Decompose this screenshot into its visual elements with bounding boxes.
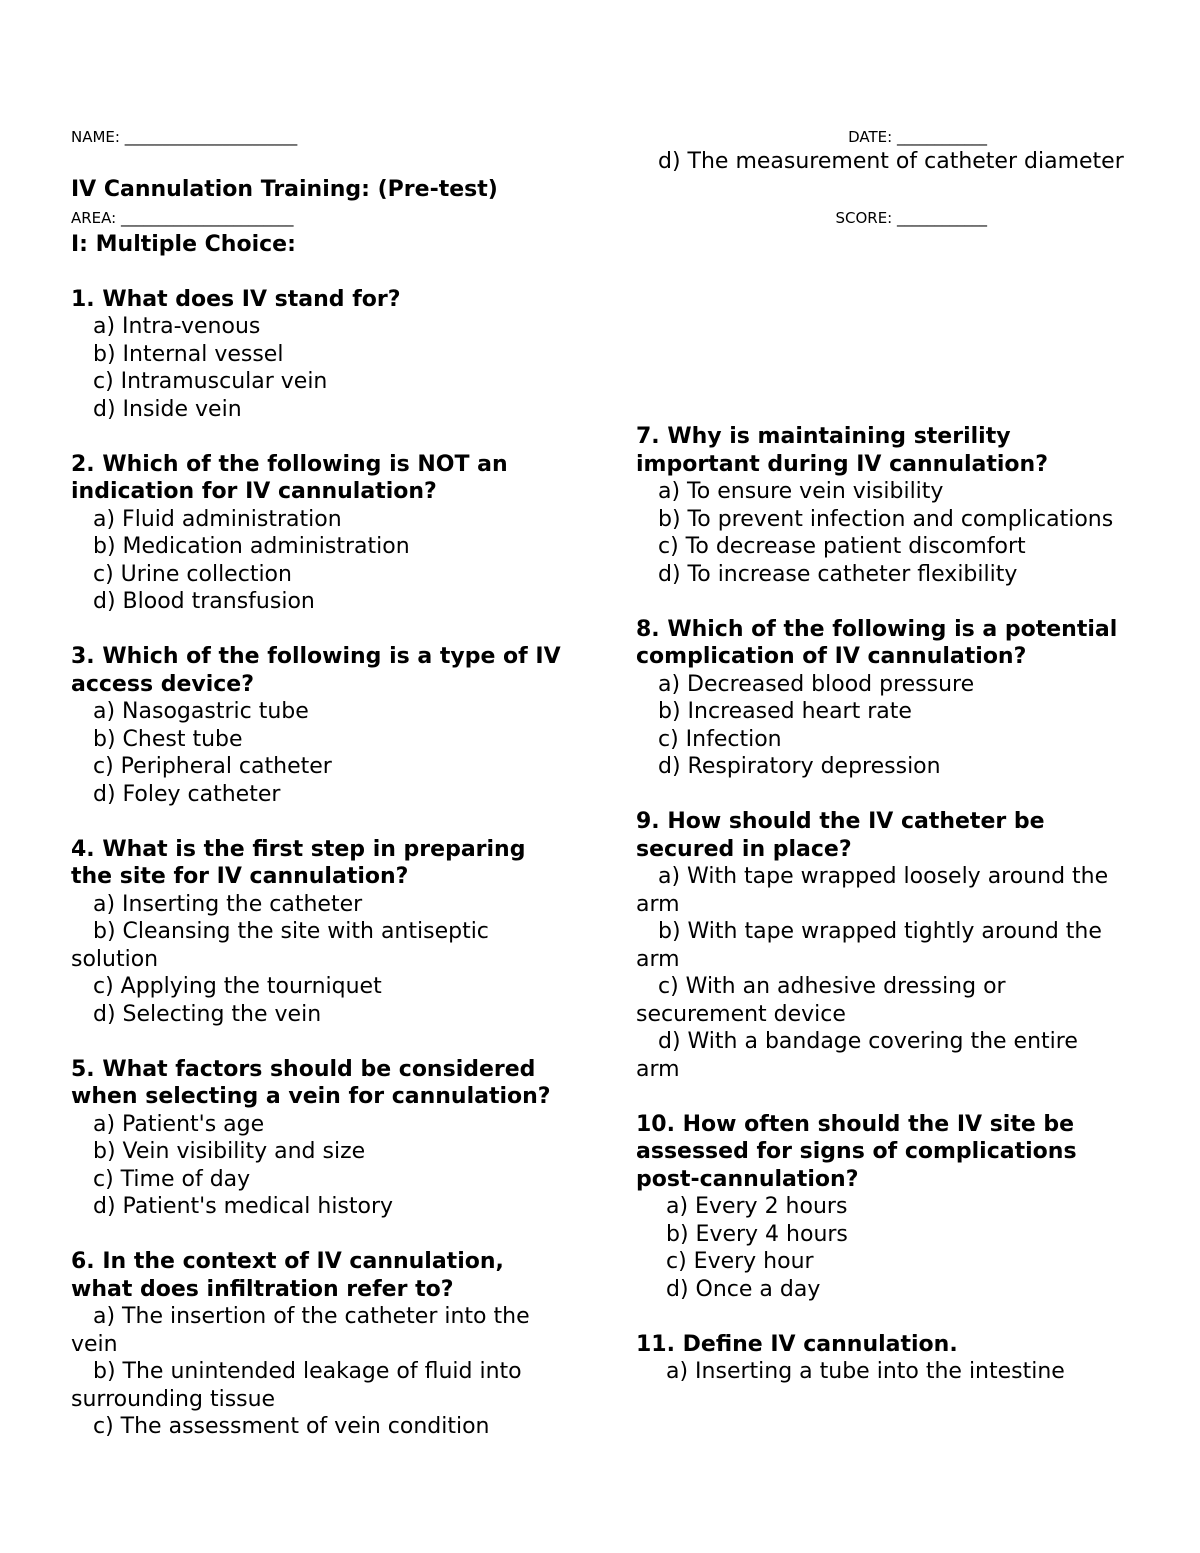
question-2 xyxy=(71,451,571,616)
question-text: 11. Define IV cannulation. xyxy=(636,1331,958,1357)
left-column xyxy=(71,148,571,1441)
score-field[interactable]: SCORE: ____________ xyxy=(835,209,987,227)
question-text: 5. What factors should be considered when selecting a vein for cannulation? xyxy=(71,1056,551,1109)
option-c[interactable]: c) Applying the tourniquet xyxy=(93,974,382,999)
option-b[interactable]: b) Vein visibility and size xyxy=(93,1139,366,1164)
page-title: IV Cannulation Training: (Pre-test) xyxy=(71,176,498,202)
option-d[interactable]: d) With a bandage covering the entire arm xyxy=(636,1029,1078,1082)
area-field[interactable]: AREA: _______________________ xyxy=(71,209,294,227)
right-column xyxy=(636,148,1126,1386)
option-c[interactable]: c) The assessment of vein condition xyxy=(93,1414,490,1439)
option-a[interactable]: a) The insertion of the catheter into the vein xyxy=(71,1304,530,1357)
option-b[interactable]: b) To prevent infection and complications xyxy=(658,506,1114,532)
option-c[interactable]: c) Time of day xyxy=(93,1166,251,1192)
option-a[interactable]: a) Inserting a tube into the intestine xyxy=(666,1359,1065,1384)
question-5 xyxy=(71,1056,571,1221)
question-text: 9. How should the IV catheter be secured in place? xyxy=(636,809,1045,862)
question-10 xyxy=(636,1111,1126,1304)
option-a[interactable]: a) Patient's age xyxy=(93,1111,265,1137)
question-text: 8. Which of the following is a potential complication of IV cannulation? xyxy=(636,616,1118,669)
question-1 xyxy=(71,286,571,424)
question-7 xyxy=(636,423,1126,588)
option-d[interactable]: d) Inside vein xyxy=(93,396,242,422)
option-c[interactable]: c) Infection xyxy=(658,726,782,752)
option-c[interactable]: c) With an adhesive dressing or securement device xyxy=(636,974,1006,1027)
option-c[interactable]: c) Urine collection xyxy=(93,561,292,587)
question-6 xyxy=(71,1248,571,1441)
date-field[interactable]: DATE: ____________ xyxy=(848,128,987,146)
question-text: 4. What is the first step in preparing the site for IV cannulation? xyxy=(71,836,526,889)
option-c[interactable]: c) Peripheral catheter xyxy=(93,754,332,779)
option-b[interactable]: b) Medication administration xyxy=(93,534,410,559)
blank-space xyxy=(636,176,1126,396)
question-8 xyxy=(636,616,1126,781)
name-field[interactable]: NAME: _______________________ xyxy=(71,128,298,146)
option-d[interactable]: d) Once a day xyxy=(666,1276,821,1302)
option-a[interactable]: a) With tape wrapped loosely around the arm xyxy=(636,864,1109,917)
option-a[interactable]: a) Inserting the catheter xyxy=(93,891,363,917)
option-b[interactable]: b) Increased heart rate xyxy=(658,699,912,724)
question-3 xyxy=(71,643,571,808)
option-c[interactable]: c) Intramuscular vein xyxy=(93,369,328,394)
option-a[interactable]: a) Decreased blood pressure xyxy=(658,671,975,697)
question-text: 6. In the context of IV cannulation, what does infiltration refer to? xyxy=(71,1249,504,1302)
question-text: 7. Why is maintaining sterility important during IV cannulation? xyxy=(636,424,1048,477)
question-text: 10. How often should the IV site be assessed for signs of complications post-cannulation? xyxy=(636,1111,1077,1192)
option-d[interactable]: d) The measurement of catheter diameter xyxy=(658,149,1124,174)
option-d[interactable]: d) Selecting the vein xyxy=(93,1001,322,1027)
option-a[interactable]: a) Every 2 hours xyxy=(666,1194,848,1219)
question-text: 3. Which of the following is a type of IV access device? xyxy=(71,644,561,697)
option-a[interactable]: a) Nasogastric tube xyxy=(93,699,309,724)
option-c[interactable]: c) Every hour xyxy=(666,1249,814,1274)
question-11 xyxy=(636,1331,1126,1386)
option-a[interactable]: a) To ensure vein visibility xyxy=(658,479,944,504)
option-b[interactable]: b) With tape wrapped tightly around the arm xyxy=(636,919,1102,972)
question-text: 1. What does IV stand for? xyxy=(71,286,401,312)
question-9 xyxy=(636,808,1126,1083)
option-d[interactable]: d) Patient's medical history xyxy=(93,1194,394,1219)
question-4 xyxy=(71,836,571,1029)
option-b[interactable]: b) Every 4 hours xyxy=(666,1221,848,1247)
option-b[interactable]: b) Chest tube xyxy=(93,726,243,752)
option-b[interactable]: b) Cleansing the site with antiseptic solution xyxy=(71,919,489,972)
question-text: 2. Which of the following is NOT an indication for IV cannulation? xyxy=(71,451,508,504)
option-d[interactable]: d) Respiratory depression xyxy=(658,754,941,779)
option-a[interactable]: a) Fluid administration xyxy=(93,506,342,532)
option-c[interactable]: c) To decrease patient discomfort xyxy=(658,534,1026,559)
option-b[interactable]: b) Internal vessel xyxy=(93,341,284,367)
option-d[interactable]: d) Blood transfusion xyxy=(93,589,315,614)
option-a[interactable]: a) Intra-venous xyxy=(93,314,261,339)
section-heading: I: Multiple Choice: xyxy=(71,231,296,257)
option-b[interactable]: b) The unintended leakage of fluid into surrounding tissue xyxy=(71,1359,522,1412)
option-d[interactable]: d) Foley catheter xyxy=(93,781,281,807)
option-d[interactable]: d) To increase catheter flexibility xyxy=(658,561,1018,587)
